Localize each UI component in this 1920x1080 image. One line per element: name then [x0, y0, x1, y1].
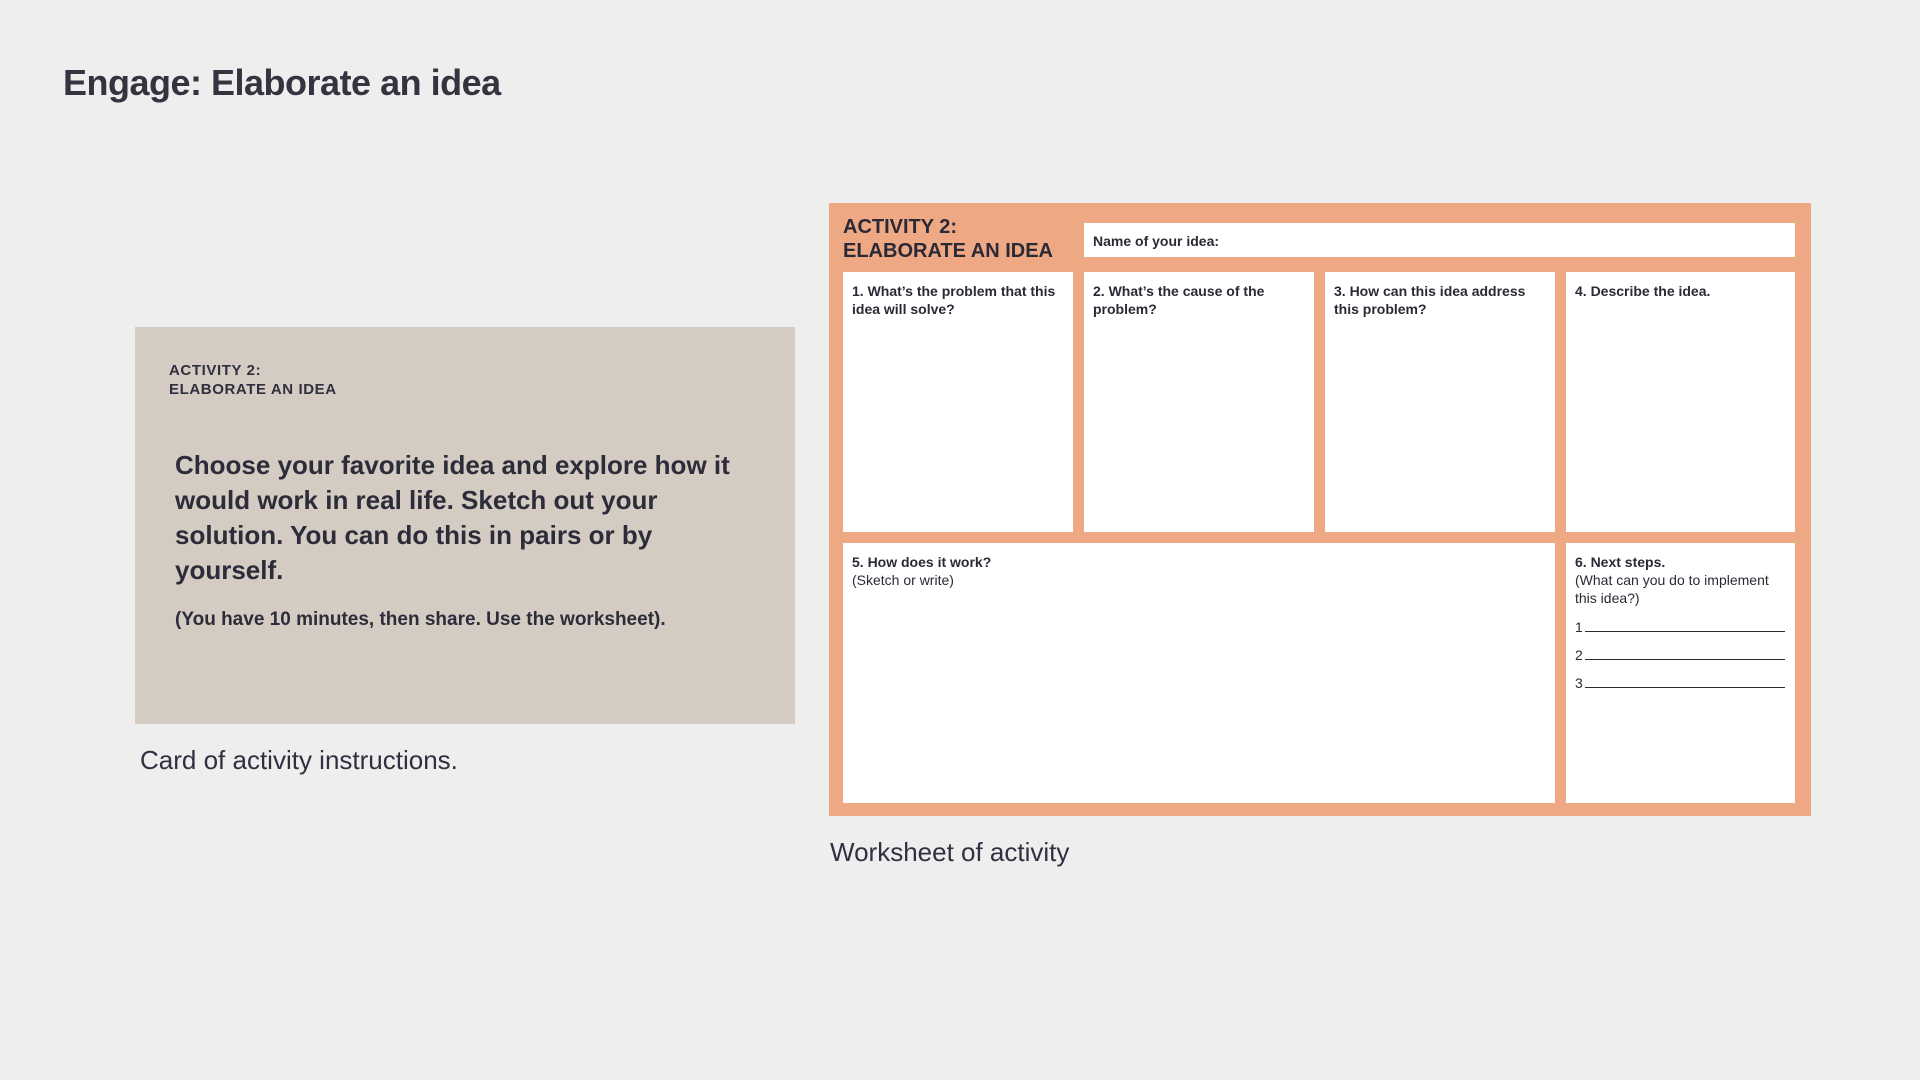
- how-it-works-hint: (Sketch or write): [852, 572, 954, 588]
- how-it-works-question: 5. How does it work?: [852, 554, 992, 570]
- step-number: 2: [1575, 647, 1583, 663]
- next-steps-hint: (What can you do to implement this idea?): [1575, 572, 1769, 606]
- worksheet-title-line2: ELABORATE AN IDEA: [843, 240, 1053, 262]
- describe-box[interactable]: [1566, 272, 1795, 532]
- card-time-note: (You have 10 minutes, then share. Use the worksheet).: [175, 609, 666, 630]
- step-number: 3: [1575, 675, 1583, 691]
- card-caption: Card of activity instructions.: [140, 745, 458, 775]
- step-rule: [1585, 687, 1785, 688]
- step-rule: [1585, 659, 1785, 660]
- worksheet-caption: Worksheet of activity: [830, 837, 1070, 867]
- page-title: Engage: Elaborate an idea: [63, 62, 501, 103]
- card-label-line1: ACTIVITY 2:: [169, 362, 262, 379]
- cause-box[interactable]: [1084, 272, 1314, 532]
- cause-question: 2. What’s the cause of the problem?: [1093, 283, 1265, 317]
- idea-name-field[interactable]: [1084, 223, 1795, 257]
- how-it-works-box[interactable]: [843, 543, 1555, 803]
- activity-instruction-card: [135, 327, 795, 724]
- describe-question: 4. Describe the idea.: [1575, 283, 1711, 299]
- problem-box[interactable]: [843, 272, 1073, 532]
- problem-question: 1. What’s the problem that this idea will solve?: [852, 283, 1056, 317]
- next-step-line[interactable]: [1575, 617, 1785, 635]
- card-label-line2: ELABORATE AN IDEA: [169, 381, 337, 398]
- next-step-line[interactable]: [1575, 673, 1785, 691]
- next-step-line[interactable]: [1575, 645, 1785, 663]
- worksheet-title-line1: ACTIVITY 2:: [843, 216, 958, 238]
- next-steps-question: 6. Next steps.: [1575, 554, 1666, 570]
- next-steps-box[interactable]: [1566, 543, 1795, 803]
- card-label: [169, 361, 337, 399]
- idea-name-label: Name of your idea:: [1093, 233, 1220, 249]
- step-number: 1: [1575, 619, 1583, 635]
- worksheet-title: [843, 215, 1053, 263]
- address-question: 3. How can this idea address this problem?: [1334, 283, 1526, 317]
- step-rule: [1585, 631, 1785, 632]
- card-instructions: Choose your favorite idea and explore how it would work in real life. Sketch out your solution. You can do this in pairs or by yourself.: [175, 450, 730, 585]
- address-box[interactable]: [1325, 272, 1555, 532]
- activity-worksheet: [829, 203, 1811, 816]
